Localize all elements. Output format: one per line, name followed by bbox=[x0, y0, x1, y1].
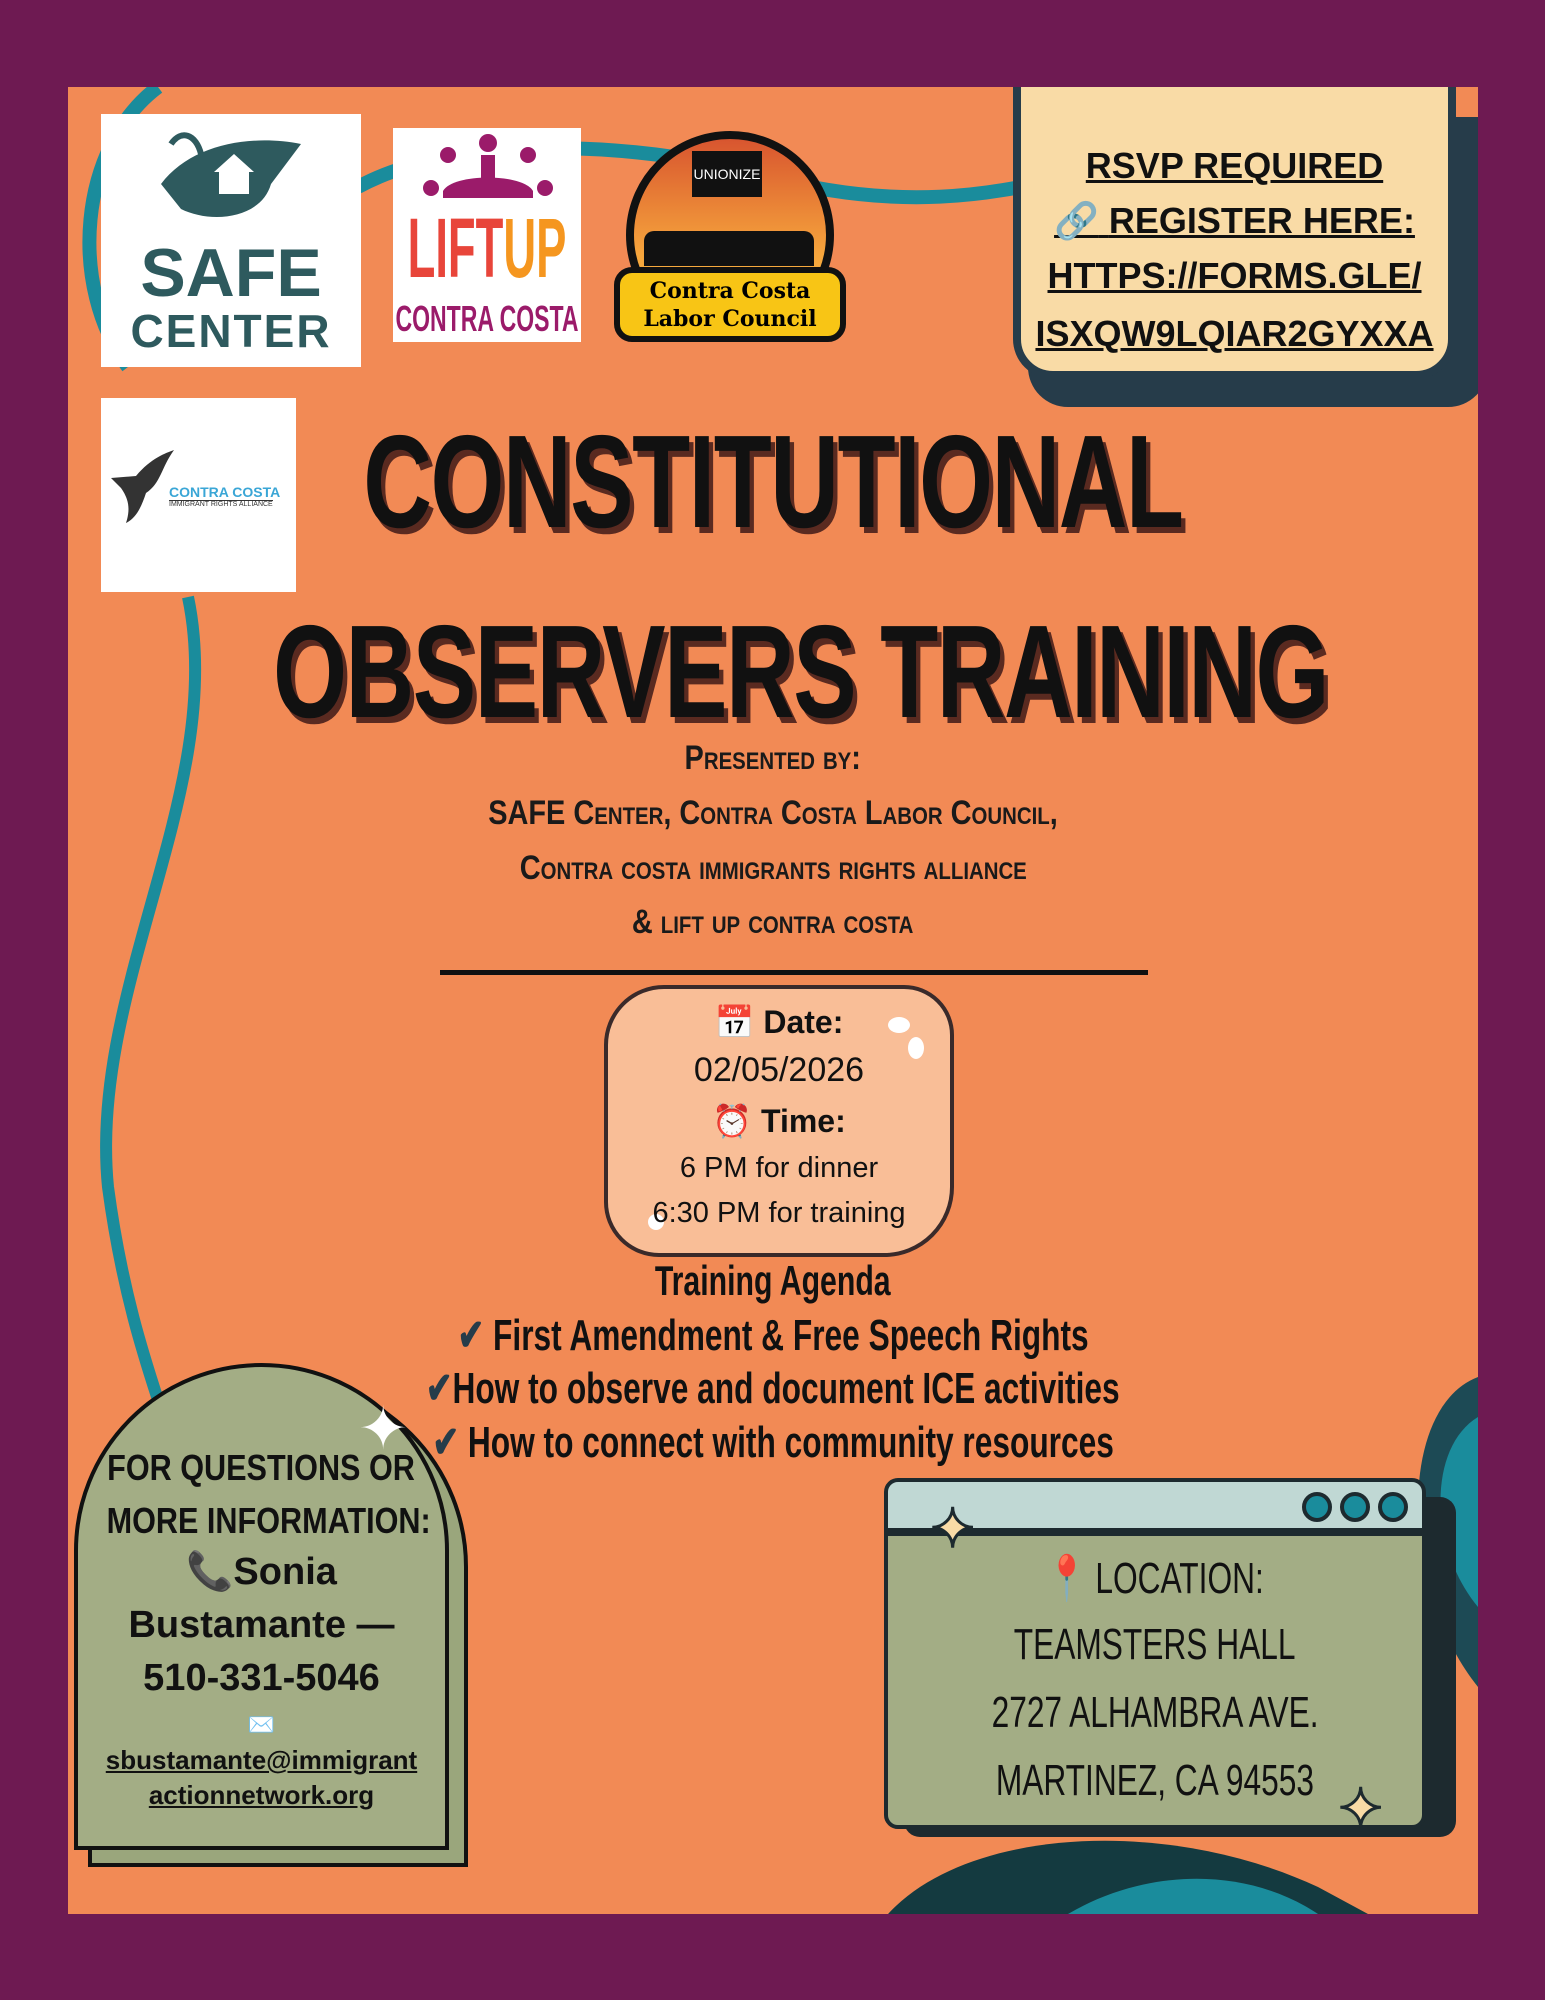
checkmark-icon: ✔ bbox=[432, 1418, 459, 1467]
agenda-item: ✔How to observe and document ICE activities bbox=[426, 1364, 1120, 1413]
agenda-item: ✔ First Amendment & Free Speech Rights bbox=[457, 1311, 1089, 1360]
lift-up-contra-costa: CONTRA COSTA bbox=[395, 298, 579, 339]
event-date: 02/05/2026 bbox=[693, 1051, 865, 1089]
location-street: 2727 ALHAMBRA AVE. bbox=[991, 1688, 1319, 1737]
sparkle-icon: ✦ bbox=[1338, 1779, 1384, 1839]
contact-email-line1[interactable]: sbustamante@immigrant bbox=[105, 1745, 418, 1775]
envelope-icon: ✉️ bbox=[247, 1712, 276, 1737]
register-here-text: 🔗 REGISTER HERE: bbox=[1054, 200, 1415, 241]
date-time-bubble bbox=[604, 985, 954, 1257]
hummingbird-icon bbox=[106, 448, 176, 528]
rsvp-url-line2[interactable]: ISXQW9LQIAR2GYXXA bbox=[1035, 313, 1434, 354]
link-icon: 🔗 bbox=[1054, 200, 1099, 241]
calendar-icon: 📅 bbox=[714, 1004, 755, 1040]
contact-email-line2[interactable]: actionnetwork.org bbox=[148, 1780, 375, 1810]
contact-surname: Bustamante — bbox=[128, 1604, 395, 1646]
contact-phone[interactable]: 510-331-5046 bbox=[143, 1657, 380, 1699]
title-line2: OBSERVERS TRAINING bbox=[273, 598, 1329, 745]
presenter-line: SAFE Center, Contra Costa Labor Council, bbox=[488, 794, 1058, 832]
sparkle-icon: ✦ bbox=[930, 1499, 976, 1559]
ccira-name: CONTRA COSTA bbox=[169, 484, 281, 500]
safe-center-logo bbox=[101, 114, 361, 367]
unionize-sign: UNIONIZE bbox=[692, 151, 762, 197]
phone-icon: 📞 bbox=[186, 1551, 234, 1593]
window-dot-icon bbox=[1378, 1492, 1408, 1522]
training-time: 6:30 PM for training bbox=[652, 1197, 906, 1229]
presenter-line: & lift up contra costa bbox=[632, 903, 914, 941]
lift-up-wordmark: LIFTUP bbox=[407, 201, 567, 295]
lift-up-logo bbox=[393, 128, 581, 342]
location-label: 📍 LOCATION: bbox=[1046, 1554, 1264, 1603]
safe-logo-text: SAFE bbox=[140, 235, 322, 311]
checkmark-icon: ✔ bbox=[426, 1364, 453, 1413]
location-city: MARTINEZ, CA 94553 bbox=[995, 1756, 1315, 1805]
flyer bbox=[68, 87, 1478, 1914]
contact-heading: FOR QUESTIONS OR bbox=[107, 1447, 416, 1488]
center-logo-text: CENTER bbox=[130, 305, 332, 357]
title-line1: CONSTITUTIONAL bbox=[363, 408, 1183, 555]
pin-icon: 📍 bbox=[1046, 1554, 1087, 1603]
agenda-item: ✔ How to connect with community resources bbox=[432, 1418, 1114, 1467]
time-label: ⏰ Time: bbox=[712, 1103, 846, 1139]
date-label: 📅 Date: bbox=[714, 1004, 844, 1040]
window-dot-icon bbox=[1340, 1492, 1370, 1522]
divider bbox=[440, 970, 1148, 975]
checkmark-icon: ✔ bbox=[457, 1311, 485, 1360]
location-venue: TEAMSTERS HALL bbox=[1014, 1620, 1296, 1669]
dove-house-icon bbox=[151, 124, 311, 234]
rsvp-required-text: RSVP REQUIRED bbox=[1085, 145, 1384, 186]
rsvp-box bbox=[1013, 87, 1456, 379]
sunburst-people-icon bbox=[423, 133, 553, 203]
crowd-silhouette bbox=[644, 231, 814, 266]
contact-name: 📞Sonia bbox=[186, 1551, 337, 1593]
alarm-clock-icon: ⏰ bbox=[712, 1103, 753, 1139]
labor-council-logo bbox=[614, 131, 846, 342]
agenda-title: Training Agenda bbox=[655, 1257, 891, 1304]
presenter-line: Contra costa immigrants rights alliance bbox=[519, 849, 1027, 887]
ccira-subtitle: IMMIGRANT RIGHTS ALLIANCE bbox=[169, 501, 273, 508]
labor-council-text: Contra Costa Labor Council bbox=[614, 267, 846, 342]
presented-by-label: Presented by: bbox=[684, 739, 862, 777]
contact-heading: MORE INFORMATION: bbox=[106, 1500, 431, 1541]
rsvp-url-line1[interactable]: HTTPS://FORMS.GLE/ bbox=[1047, 255, 1422, 296]
window-dot-icon bbox=[1302, 1492, 1332, 1522]
sparkle-icon: ✦ bbox=[358, 1395, 409, 1462]
dinner-time: 6 PM for dinner bbox=[679, 1152, 879, 1184]
